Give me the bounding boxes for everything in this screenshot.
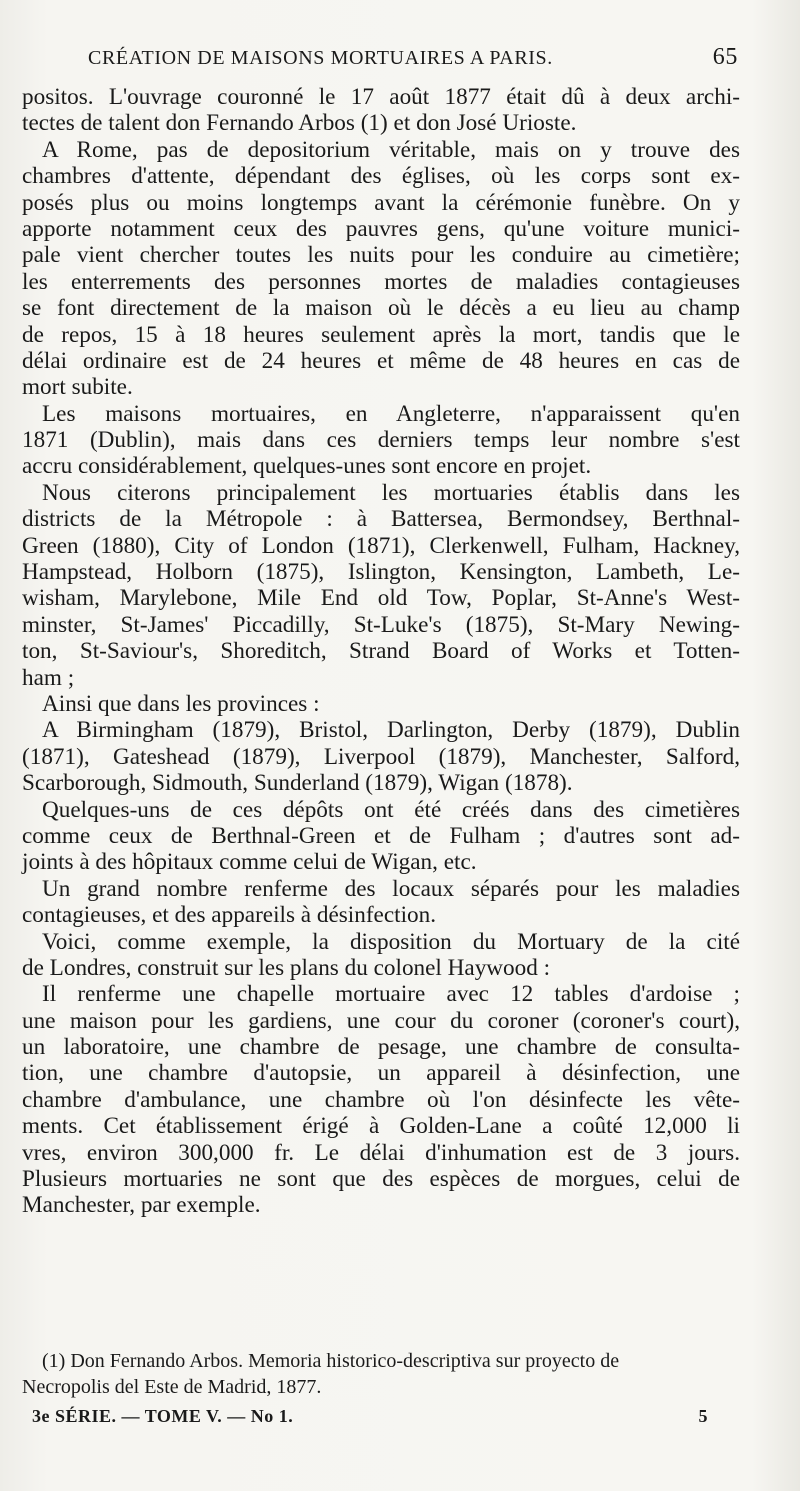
text-line: Plusieurs mortuaries ne sont que des espèces de morgues, celui de [22,1166,740,1193]
running-header [22,44,738,71]
text-line: districts de la Métropole : à Battersea, Bermondsey, Berthnal- [22,506,740,533]
footnote [22,1348,740,1400]
text-line: Nous citerons principalement les mortuaries établis dans les [42,479,740,506]
text-line: accru considérablement, quelques-unes sont encore en projet. [22,453,592,480]
text-line: délai ordinaire est de 24 heures et même de 48 heures en cas de [22,347,740,374]
signature-line [32,1406,708,1427]
text-line: Ainsi que dans les provinces : [42,690,320,717]
text-line: pale vient chercher toutes les nuits pour les conduire au cimetière; [22,242,740,269]
text-line: contagieuses, et des appareils à désinfection. [22,902,437,929]
text-line: tion, une chambre d'autopsie, un appareil à désinfection, une [22,1060,740,1087]
footnote-line-2: Necropolis del Este de Madrid, 1877. [22,1376,322,1398]
text-line: une maison pour les gardiens, une cour du coroner (coroner's court), [22,1007,740,1034]
text-line: Manchester, par exemple. [22,1192,261,1219]
text-line: ments. Cet établissement érigé à Golden-Lane a coûté 12,000 li [22,1113,740,1140]
text-line: ton, St-Saviour's, Shoreditch, Strand Board of Works et Totten- [22,638,740,665]
text-line: joints à des hôpitaux comme celui de Wigan, etc. [22,849,477,876]
text-line: positos. L'ouvrage couronné le 17 août 1877 était dû à deux archi- [22,84,740,110]
text-line: mort subite. [22,374,133,401]
text-line: de Londres, construit sur les plans du colonel Haywood : [22,954,551,981]
text-line: Les maisons mortuaires, en Angleterre, n'apparaissent qu'en [42,400,740,427]
text-line: les enterrements des personnes mortes de maladies contagieuses [22,268,740,295]
text-line: chambre d'ambulance, une chambre où l'on désinfecte les vête- [22,1086,740,1113]
text-line: se font directement de la maison où le décès a eu lieu au champ [22,295,740,322]
text-line: wisham, Marylebone, Mile End old Tow, Poplar, St-Anne's West- [22,585,740,612]
text-line: (1871), Gateshead (1879), Liverpool (1879), Manchester, Salford, [22,743,740,770]
text-line: A Birmingham (1879), Bristol, Darlington, Derby (1879), Dublin [42,717,740,744]
text-line: Scarborough, Sidmouth, Sunderland (1879), Wigan (1878). [22,770,573,797]
text-line: apporte notamment ceux des pauvres gens, qu'une voiture munici- [22,215,740,242]
page-number: 65 [712,44,738,70]
body-text [22,84,740,1219]
text-line: chambres d'attente, dépendant des églises, où les corps sont ex- [22,163,740,190]
footnote-line-1: (1) Don Fernando Arbos. Memoria historico-descriptiva sur proyecto de [42,1350,620,1372]
text-line: de repos, 15 à 18 heures seulement après la mort, tandis que le [22,321,740,348]
text-line: Quelques-uns de ces dépôts ont été créés dans des cimetières [42,796,740,823]
series-volume-issue: 3e SÉRIE. — TOME V. — No 1. [32,1406,294,1426]
text-line: Un grand nombre renferme des locaux séparés pour les maladies [42,875,740,902]
text-line: tectes de talent don Fernando Arbos (1) et don José Urioste. [22,110,577,137]
text-line: A Rome, pas de depositorium véritable, mais on y trouve des [42,136,740,163]
text-line: comme ceux de Berthnal-Green et de Fulham ; d'autres sont ad- [22,822,740,849]
running-title: CRÉATION DE MAISONS MORTUAIRES A PARIS. [88,47,553,69]
text-line: un laboratoire, une chambre de pesage, une chambre de consulta- [22,1034,740,1061]
text-line: ham ; [22,664,75,691]
text-line: Il renferme une chapelle mortuaire avec 12 tables d'ardoise ; [42,981,740,1008]
text-line: Green (1880), City of London (1871), Clerkenwell, Fulham, Hackney, [22,532,740,559]
text-line: posés plus ou moins longtemps avant la cérémonie funèbre. On y [22,189,740,216]
text-line: minster, St-James' Piccadilly, St-Luke's (1875), St-Mary Newing- [22,611,740,638]
text-line: 1871 (Dublin), mais dans ces derniers temps leur nombre s'est [22,427,740,454]
text-line: Hampstead, Holborn (1875), Islington, Kensington, Lambeth, Le- [22,559,740,586]
text-line: Voici, comme exemple, la disposition du Mortuary de la cité [42,928,740,955]
sheet-signature: 5 [698,1406,708,1426]
text-line: vres, environ 300,000 fr. Le délai d'inhumation est de 3 jours. [22,1139,740,1166]
